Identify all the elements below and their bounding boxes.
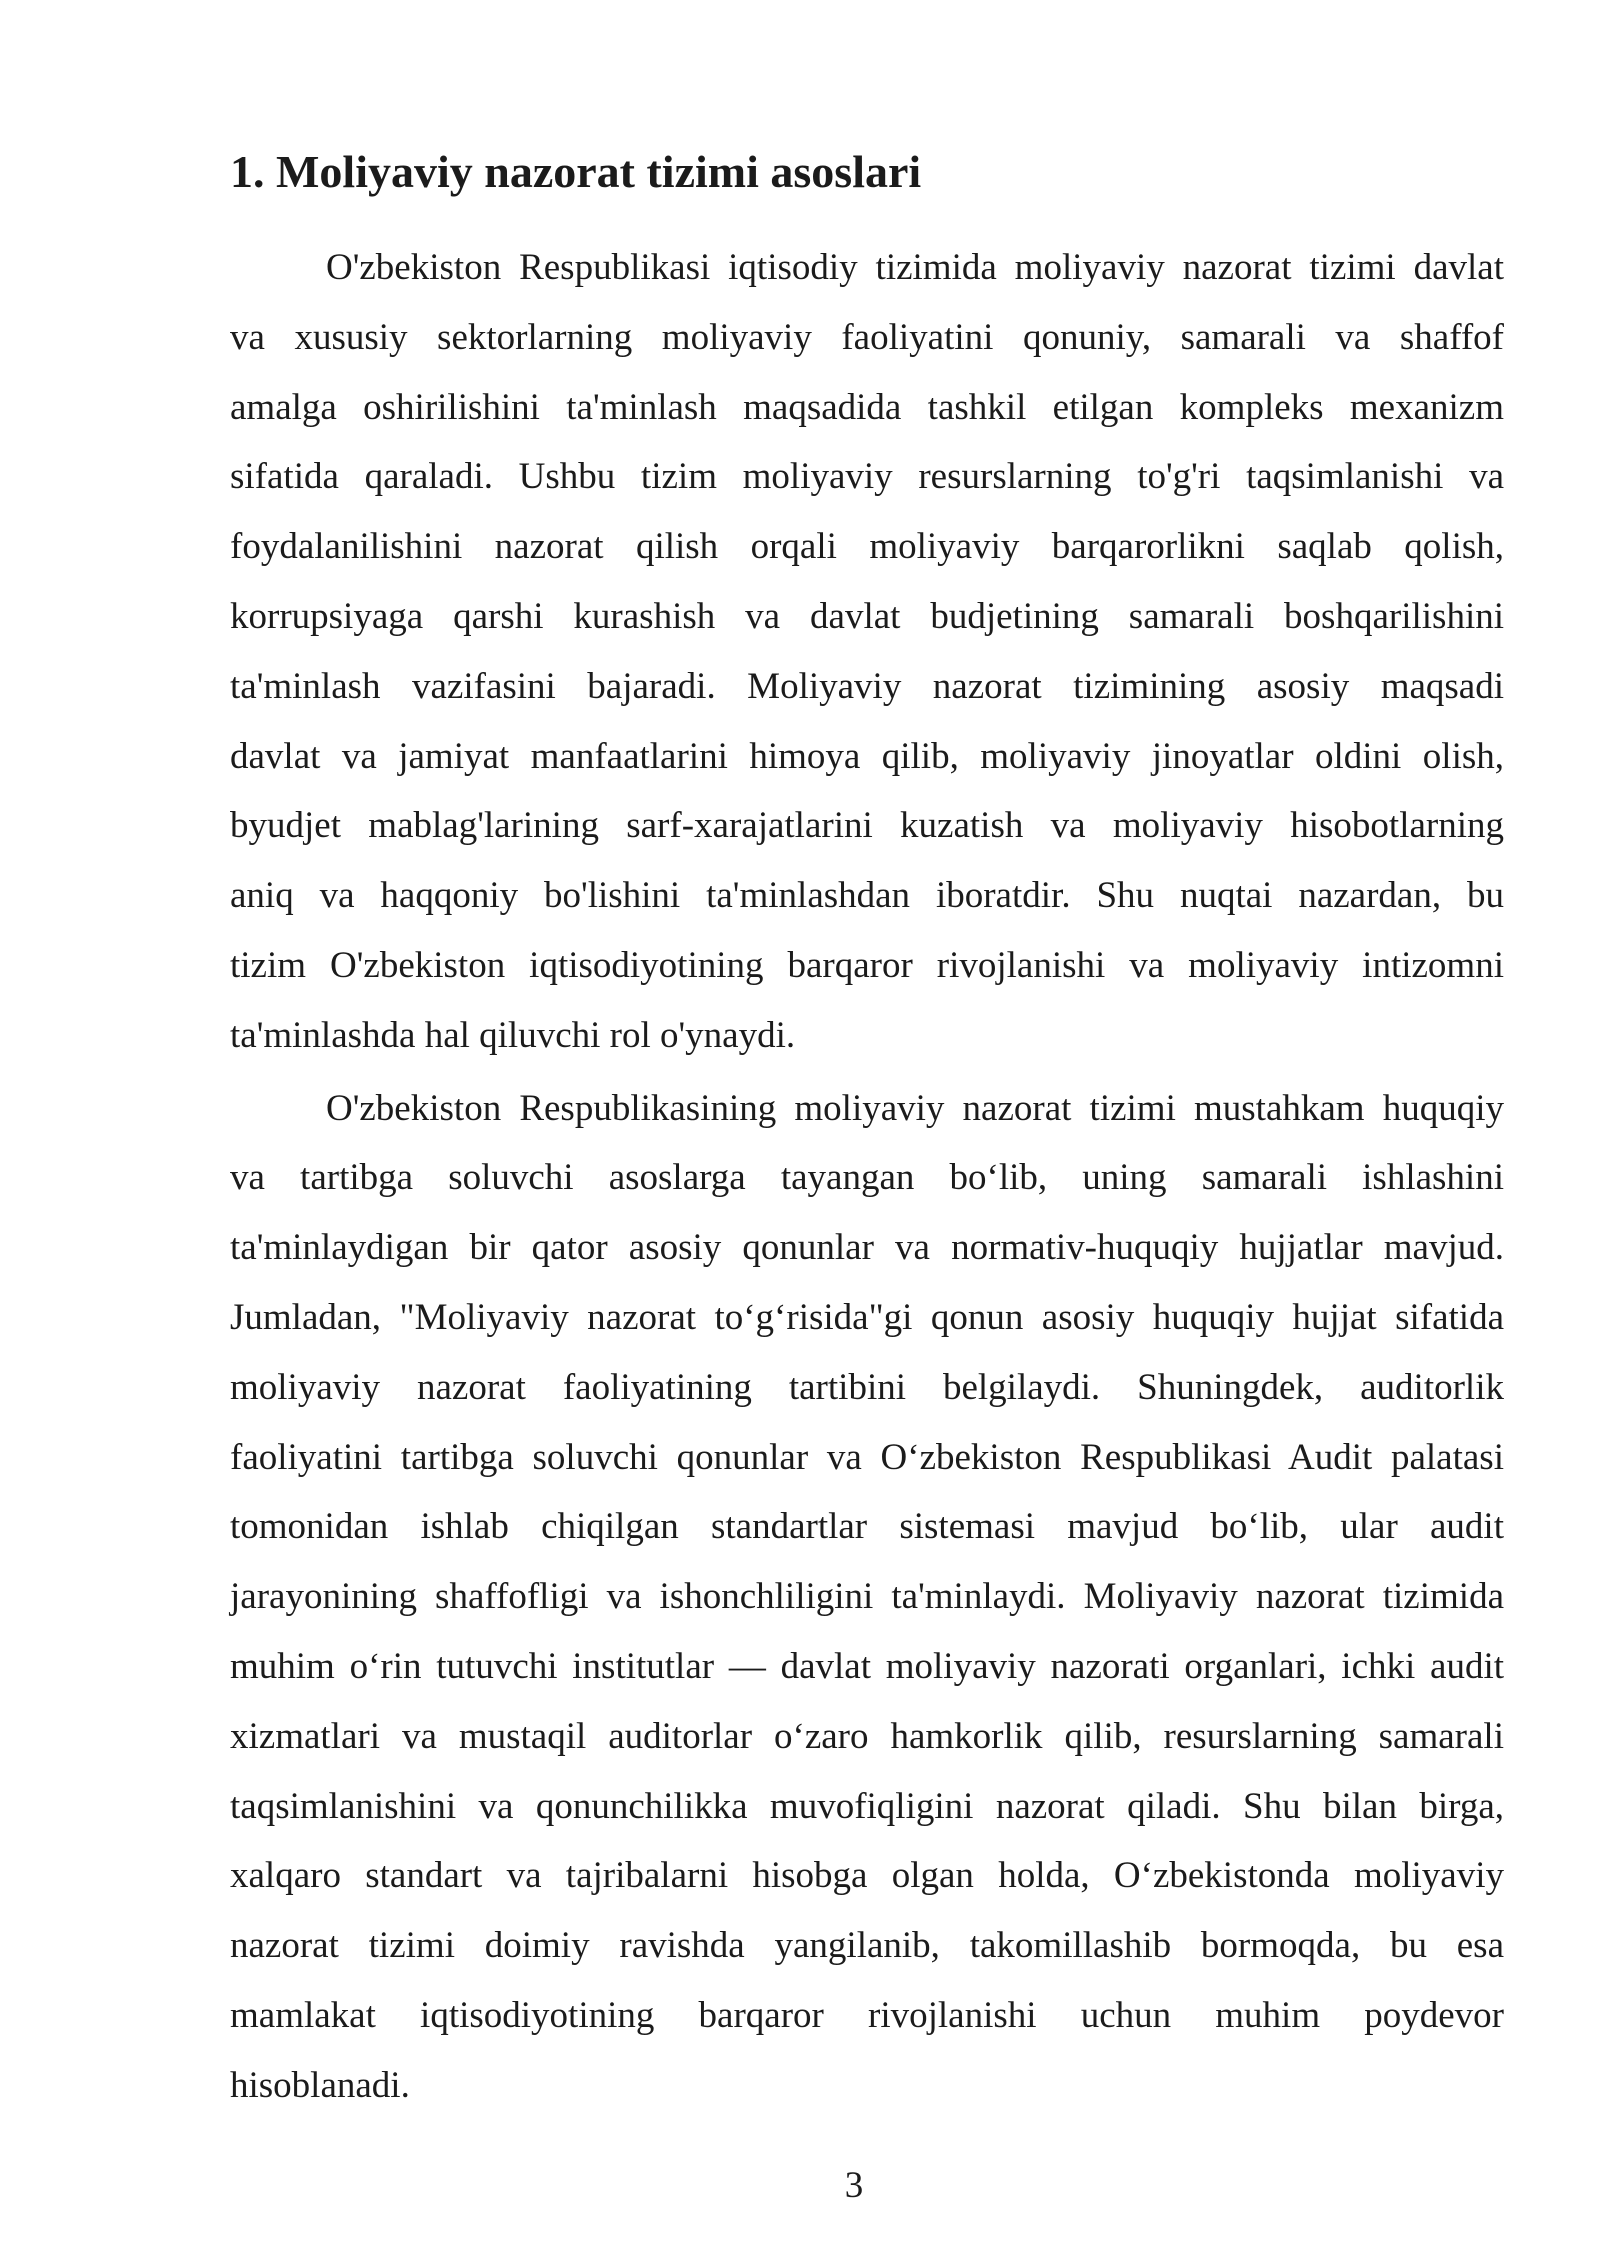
paragraph-line-text: Jumladan, "Moliyaviy nazorat to‘g‘risida"gi qonun asosiy huquqiy hujjat sifatida bbox=[230, 1296, 1504, 1338]
paragraph bbox=[230, 233, 1504, 1071]
paragraph-line bbox=[230, 1001, 1504, 1071]
paragraph-line-text: ta'minlash vazifasini bajaradi. Moliyaviy nazorat tizimining asosiy maqsadi bbox=[230, 665, 1504, 707]
section-heading: 1. Moliyaviy nazorat tizimi asoslari bbox=[230, 146, 922, 197]
paragraph-line-text: byudjet mablag'larining sarf-xarajatlarini kuzatish va moliyaviy hisobotlarning bbox=[230, 805, 1504, 847]
paragraph-line-text: ta'minlashda hal qiluvchi rol o'ynaydi. bbox=[230, 1014, 796, 1056]
paragraph-line-text: korrupsiyaga qarshi kurashish va davlat budjetining samarali boshqarilishini bbox=[230, 595, 1504, 637]
body-text bbox=[230, 233, 1504, 2124]
paragraph-line-text: tizim O'zbekiston iqtisodiyotining barqaror rivojlanishi va moliyaviy intizomni bbox=[230, 944, 1504, 986]
paragraph-line-text: tomonidan ishlab chiqilgan standartlar sistemasi mavjud bo‘lib, ular audit bbox=[230, 1506, 1504, 1548]
paragraph-line-text: amalga oshirilishini ta'minlash maqsadida tashkil etilgan kompleks mexanizm bbox=[230, 386, 1504, 428]
paragraph-line-text: O'zbekiston Respublikasi iqtisodiy tizimida moliyaviy nazorat tizimi davlat bbox=[326, 247, 1504, 288]
paragraph-line-text: mamlakat iqtisodiyotining barqaror rivojlanishi uchun muhim poydevor bbox=[230, 1994, 1504, 2036]
paragraph-line-text: foydalanilishini nazorat qilish orqali moliyaviy barqarorlikni saqlab qolish, bbox=[230, 526, 1504, 568]
paragraph-line bbox=[230, 582, 1504, 652]
paragraph-line bbox=[230, 1981, 1504, 2051]
paragraph-line-text: muhim o‘rin tutuvchi institutlar — davlat moliyaviy nazorati organlari, ichki audit bbox=[230, 1645, 1504, 1687]
paragraph-line bbox=[230, 1702, 1504, 1772]
paragraph-line bbox=[230, 1772, 1504, 1842]
paragraph-line bbox=[230, 442, 1504, 512]
paragraph-line bbox=[230, 1353, 1504, 1423]
paragraph-line-text: xizmatlari va mustaqil auditorlar o‘zaro hamkorlik qilib, resurslarning samarali bbox=[230, 1715, 1504, 1757]
paragraph-line bbox=[230, 1074, 1504, 1144]
paragraph-line bbox=[230, 722, 1504, 792]
paragraph-line bbox=[230, 1492, 1504, 1562]
paragraph-line bbox=[230, 2051, 1504, 2121]
paragraph-line bbox=[230, 373, 1504, 443]
paragraph-line bbox=[230, 233, 1504, 303]
paragraph-line bbox=[230, 1143, 1504, 1213]
paragraph-line bbox=[230, 1213, 1504, 1283]
paragraph-line-text: sifatida qaraladi. Ushbu tizim moliyaviy resurslarning to'g'ri taqsimlanishi va bbox=[230, 456, 1504, 498]
paragraph-line-text: moliyaviy nazorat faoliyatining tartibini belgilaydi. Shuningdek, auditorlik bbox=[230, 1366, 1504, 1408]
paragraph-line bbox=[230, 652, 1504, 722]
paragraph-line bbox=[230, 1423, 1504, 1493]
paragraph-line bbox=[230, 1911, 1504, 1981]
paragraph bbox=[230, 1074, 1504, 2121]
paragraph-line-text: aniq va haqqoniy bo'lishini ta'minlashdan iboratdir. Shu nuqtai nazardan, bu bbox=[230, 875, 1504, 917]
page-number: 3 bbox=[844, 2165, 864, 2206]
paragraph-line-text: taqsimlanishini va qonunchilikka muvofiqligini nazorat qiladi. Shu bilan birga, bbox=[230, 1785, 1504, 1827]
paragraph-line-text: ta'minlaydigan bir qator asosiy qonunlar va normativ-huquqiy hujjatlar mavjud. bbox=[230, 1227, 1504, 1269]
paragraph-line bbox=[230, 1283, 1504, 1353]
paragraph-line-text: jarayonining shaffofligi va ishonchliligini ta'minlaydi. Moliyaviy nazorat tizimida bbox=[230, 1576, 1504, 1618]
paragraph-line-text: va xususiy sektorlarning moliyaviy faoliyatini qonuniy, samarali va shaffof bbox=[230, 316, 1504, 358]
paragraph-line-text: xalqaro standart va tajribalarni hisobga olgan holda, O‘zbekistonda moliyaviy bbox=[230, 1855, 1504, 1897]
paragraph-line bbox=[230, 1562, 1504, 1632]
paragraph-line bbox=[230, 512, 1504, 582]
paragraph-line bbox=[230, 791, 1504, 861]
paragraph-line bbox=[230, 861, 1504, 931]
paragraph-line bbox=[230, 303, 1504, 373]
paragraph-line-text: davlat va jamiyat manfaatlarini himoya qilib, moliyaviy jinoyatlar oldini olish, bbox=[230, 735, 1504, 777]
paragraph-line-text: va tartibga soluvchi asoslarga tayangan bo‘lib, uning samarali ishlashini bbox=[230, 1157, 1504, 1199]
paragraph-line-text: hisoblanadi. bbox=[230, 2064, 410, 2106]
paragraph-line bbox=[230, 1841, 1504, 1911]
paragraph-line-text: O'zbekiston Respublikasining moliyaviy nazorat tizimi mustahkam huquqiy bbox=[326, 1087, 1504, 1129]
paragraph-line-text: nazorat tizimi doimiy ravishda yangilanib, takomillashib bormoqda, bu esa bbox=[230, 1925, 1504, 1967]
paragraph-line bbox=[230, 1632, 1504, 1702]
paragraph-line bbox=[230, 931, 1504, 1001]
paragraph-line-text: faoliyatini tartibga soluvchi qonunlar va O‘zbekiston Respublikasi Audit palatasi bbox=[230, 1436, 1504, 1478]
